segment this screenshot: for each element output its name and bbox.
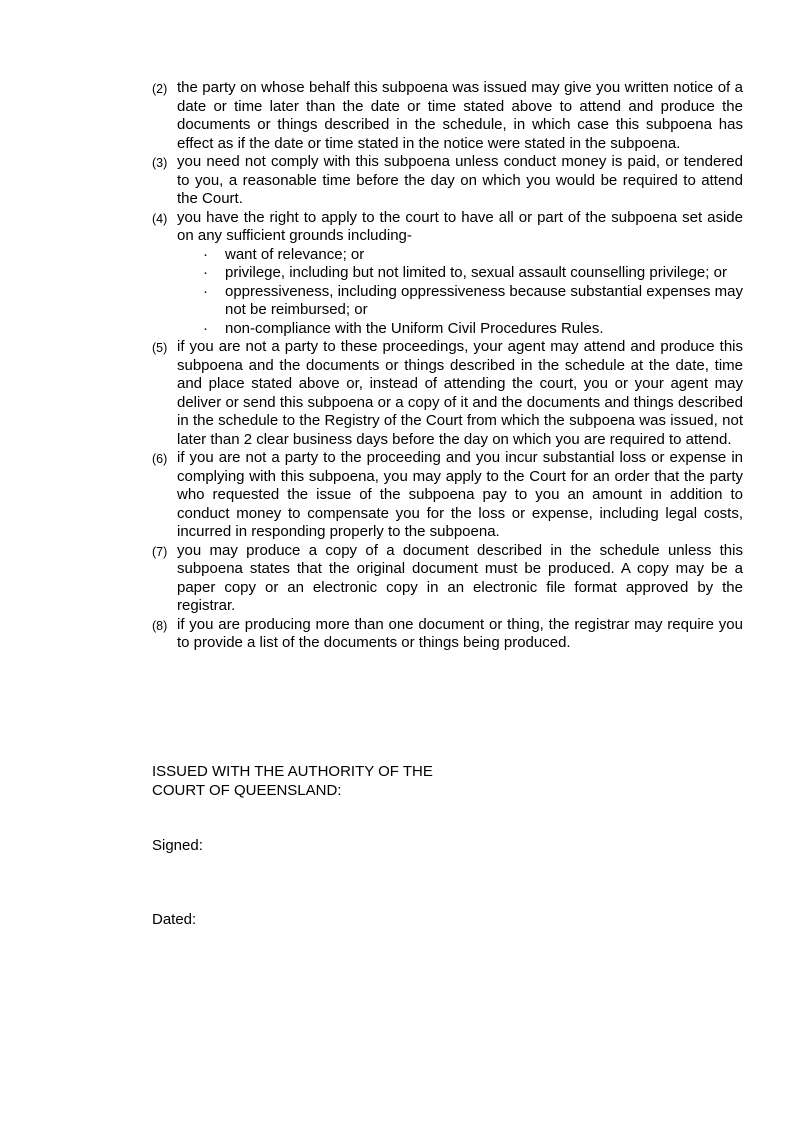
authority-line-2: COURT OF QUEENSLAND: — [152, 781, 342, 799]
dated-label: Dated: — [152, 911, 197, 928]
clause-number: (5) — [152, 341, 168, 355]
clause-7 — [152, 542, 743, 616]
clause-text: you have the right to apply to the court to have all or part of the subpoena set aside on any sufficient grounds including- — [177, 208, 743, 244]
clause-text: you may produce a copy of a document described in the schedule unless this subpoena states that the original document must be produced. A copy may be a paper copy or an electronic copy in an electronic file format approved by the registrar. — [177, 541, 743, 614]
list-item — [177, 283, 743, 320]
ground-text: non-compliance with the Uniform Civil Procedures Rules. — [225, 319, 604, 337]
clause-number: (2) — [152, 82, 168, 96]
clause-4 — [152, 209, 743, 339]
clause-number: (4) — [152, 211, 168, 226]
clause-5 — [152, 338, 743, 449]
list-item — [177, 320, 743, 339]
ground-text: want of relevance; or — [225, 245, 365, 263]
grounds-list — [177, 246, 743, 339]
subpoena-notes-list — [152, 79, 743, 653]
clause-number: (8) — [152, 618, 168, 633]
bullet-icon: · — [203, 245, 208, 263]
clause-8 — [152, 616, 743, 653]
clause-number: (6) — [152, 452, 168, 466]
bullet-icon: · — [203, 264, 208, 281]
clause-text: the party on whose behalf this subpoena was issued may give you written notice of a date or time later than the date or time stated above to attend and produce the documents or things described in the schedule, in which case this subpoena has effect as if the date or time stated in the notice were stated in the subpoena. — [177, 79, 743, 152]
bullet-icon: · — [203, 319, 208, 337]
clause-2 — [152, 79, 743, 153]
clause-6 — [152, 449, 743, 542]
list-item — [177, 246, 743, 265]
signed-label: Signed: — [152, 837, 203, 854]
clause-number: (3) — [152, 156, 168, 170]
authority-statement — [152, 763, 433, 800]
authority-line-1: ISSUED WITH THE AUTHORITY OF THE — [152, 763, 433, 780]
clause-text: if you are not a party to the proceeding and you incur substantial loss or expense in complying with this subpoena, you may apply to the Court for an order that the party who requested the issue of the subpoena pay to you an amount in addition to conduct money to compensate you for the loss or expense, including legal costs, incurred in responding properly to the subpoena. — [177, 449, 743, 540]
bullet-icon: · — [203, 282, 208, 300]
clause-3 — [152, 153, 743, 209]
clause-number: (7) — [152, 544, 168, 559]
ground-text: privilege, including but not limited to, sexual assault counselling privilege; or — [225, 264, 727, 281]
ground-text: oppressiveness, including oppressiveness because substantial expenses may not be reimbursed; or — [225, 282, 743, 318]
list-item — [177, 264, 743, 283]
clause-text: if you are producing more than one document or thing, the registrar may require you to provide a list of the documents or things being produced. — [177, 615, 743, 651]
clause-text: you need not comply with this subpoena unless conduct money is paid, or tendered to you, a reasonable time before the day on which you would be required to attend the Court. — [177, 153, 743, 207]
clause-text: if you are not a party to these proceedings, your agent may attend and produce this subpoena and the documents or things described in the schedule at the date, time and place stated above or, instead of attending the court, you or your agent may deliver or send this subpoena or a copy of it and the documents and things described in the schedule to the Registry of the Court from which the subpoena was issued, not later than 2 clear business days before the day on which you are required to attend. — [177, 338, 743, 448]
